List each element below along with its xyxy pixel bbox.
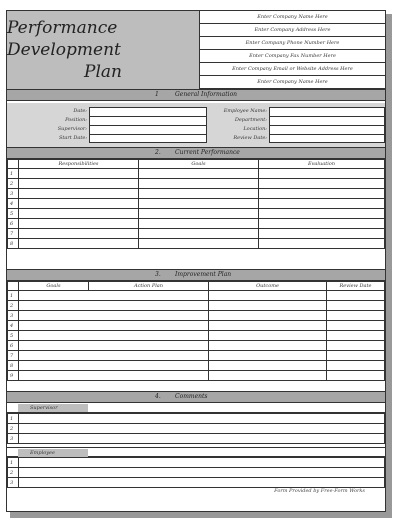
table-row	[8, 199, 385, 209]
table-cell[interactable]	[19, 371, 209, 381]
section-number: 2.	[155, 149, 161, 156]
table-cell[interactable]	[19, 229, 139, 239]
table-cell[interactable]	[209, 291, 327, 301]
section-comments-bar	[7, 391, 385, 403]
start-date-field[interactable]	[89, 134, 207, 143]
section-number: 1	[155, 91, 159, 98]
date-field[interactable]	[89, 107, 207, 116]
table-cell[interactable]	[209, 361, 327, 371]
table-cell[interactable]	[19, 219, 139, 229]
department-label: Department:	[234, 117, 267, 123]
table-cell[interactable]	[259, 169, 385, 179]
table-cell[interactable]	[327, 311, 385, 321]
row-number: 2	[8, 468, 19, 478]
row-number: 7	[8, 229, 19, 239]
table-row	[8, 468, 385, 478]
table-cell[interactable]	[327, 301, 385, 311]
employee-comments-header	[7, 447, 385, 457]
table-cell[interactable]	[19, 189, 139, 199]
company-phone-field[interactable]: Enter Company Phone Number Here	[200, 37, 385, 50]
table-cell[interactable]	[327, 291, 385, 301]
table-cell[interactable]	[19, 239, 139, 249]
review-date-label: Review Date:	[233, 135, 267, 141]
review-date-header: Review Date	[327, 282, 385, 291]
table-cell[interactable]	[209, 351, 327, 361]
employee-comments-label: Employee	[18, 449, 88, 457]
table-cell[interactable]	[19, 361, 209, 371]
row-number: 4	[8, 199, 19, 209]
row-number: 3	[8, 189, 19, 199]
supervisor-comments-table	[7, 413, 385, 444]
table-row	[8, 341, 385, 351]
section-current-bar	[7, 147, 385, 159]
comment-line[interactable]	[19, 468, 385, 478]
company-info	[200, 11, 385, 89]
table-cell[interactable]	[259, 179, 385, 189]
table-row	[8, 478, 385, 488]
goals-header: Goals	[19, 282, 89, 291]
position-label: Position:	[65, 117, 87, 123]
table-cell[interactable]	[19, 321, 209, 331]
section-label: Current Performance	[175, 149, 240, 156]
table-row	[8, 189, 385, 199]
table-cell[interactable]	[259, 209, 385, 219]
table-cell[interactable]	[259, 189, 385, 199]
row-number: 3	[8, 434, 19, 444]
review-date-field[interactable]	[269, 134, 385, 143]
table-cell[interactable]	[19, 199, 139, 209]
employee-name-field[interactable]	[269, 107, 385, 116]
table-cell[interactable]	[19, 341, 209, 351]
table-cell[interactable]	[139, 209, 259, 219]
table-row	[8, 414, 385, 424]
table-cell[interactable]	[19, 331, 209, 341]
table-cell[interactable]	[209, 371, 327, 381]
row-number: 9	[8, 371, 19, 381]
section-label: General Information	[175, 91, 238, 98]
general-info	[7, 103, 385, 147]
row-number: 5	[8, 209, 19, 219]
section-number: 3.	[155, 271, 161, 278]
table-cell[interactable]	[19, 351, 209, 361]
form-footer: Form Provided by Free-Form Works	[274, 488, 365, 494]
table-row	[8, 311, 385, 321]
page-shadow-bottom	[10, 512, 392, 518]
table-cell[interactable]	[327, 361, 385, 371]
row-number: 1	[8, 414, 19, 424]
section-number: 4.	[155, 393, 161, 400]
supervisor-label: Supervisor:	[57, 126, 87, 132]
table-cell[interactable]	[19, 179, 139, 189]
row-number-header	[8, 282, 19, 291]
table-row	[8, 361, 385, 371]
form-page	[6, 10, 386, 512]
table-cell[interactable]	[19, 311, 209, 321]
table-cell[interactable]	[19, 169, 139, 179]
row-number: 8	[8, 361, 19, 371]
table-cell[interactable]	[139, 189, 259, 199]
table-cell[interactable]	[19, 209, 139, 219]
table-cell[interactable]	[139, 229, 259, 239]
employee-comments-table	[7, 457, 385, 488]
table-row	[8, 351, 385, 361]
table-cell[interactable]	[19, 291, 209, 301]
row-number: 7	[8, 351, 19, 361]
form-title-line1: Performance Development	[7, 18, 121, 60]
table-row	[8, 229, 385, 239]
table-cell[interactable]	[139, 239, 259, 249]
company-email-field[interactable]: Enter Company Email or Website Address Here	[200, 63, 385, 76]
section-general-bar	[7, 89, 385, 101]
date-label: Date:	[73, 108, 87, 114]
supervisor-comments-label: Supervisor	[18, 404, 88, 412]
table-cell[interactable]	[209, 331, 327, 341]
department-field[interactable]	[269, 116, 385, 125]
evaluation-header: Evaluation	[259, 160, 385, 169]
location-label: Location:	[243, 126, 267, 132]
table-cell[interactable]	[327, 321, 385, 331]
table-cell[interactable]	[259, 199, 385, 209]
table-row	[8, 321, 385, 331]
table-cell[interactable]	[327, 371, 385, 381]
comment-line[interactable]	[19, 478, 385, 488]
company-address-field[interactable]: Enter Company Address Here	[200, 24, 385, 37]
current-performance-table	[7, 159, 385, 249]
goals-header: Goals	[139, 160, 259, 169]
section-improvement-bar	[7, 269, 385, 281]
section-label: Improvement Plan	[175, 271, 232, 278]
table-cell[interactable]	[327, 351, 385, 361]
general-info-right	[207, 107, 385, 143]
table-row	[8, 434, 385, 444]
table-row	[8, 424, 385, 434]
table-row	[8, 301, 385, 311]
comment-line[interactable]	[19, 424, 385, 434]
outcome-header: Outcome	[209, 282, 327, 291]
supervisor-field[interactable]	[89, 125, 207, 134]
general-info-left	[15, 107, 200, 143]
form-title-line2: Plan	[84, 62, 122, 82]
table-cell[interactable]	[139, 219, 259, 229]
table-cell[interactable]	[209, 301, 327, 311]
table-row	[8, 371, 385, 381]
company-name-field[interactable]: Enter Company Name Here	[200, 11, 385, 24]
table-row	[8, 239, 385, 249]
comment-line[interactable]	[19, 414, 385, 424]
responsibilities-header: Responsibilities	[19, 160, 139, 169]
table-row	[8, 169, 385, 179]
row-number: 5	[8, 331, 19, 341]
table-cell[interactable]	[209, 311, 327, 321]
row-number: 1	[8, 458, 19, 468]
table-cell[interactable]	[259, 239, 385, 249]
row-number: 4	[8, 321, 19, 331]
table-cell[interactable]	[209, 321, 327, 331]
position-field[interactable]	[89, 116, 207, 125]
table-cell[interactable]	[327, 341, 385, 351]
supervisor-comments-header	[7, 403, 385, 413]
table-cell[interactable]	[209, 341, 327, 351]
row-number: 1	[8, 169, 19, 179]
company-fax-field[interactable]: Enter Company Fax Number Here	[200, 50, 385, 63]
table-cell[interactable]	[19, 301, 209, 311]
table-row	[8, 458, 385, 468]
row-number: 1	[8, 291, 19, 301]
form-header	[7, 11, 385, 89]
row-number: 2	[8, 301, 19, 311]
row-number-header	[8, 160, 19, 169]
page-shadow-right	[386, 14, 392, 514]
row-number: 8	[8, 239, 19, 249]
row-number: 3	[8, 311, 19, 321]
employee-name-label: Employee Name:	[223, 108, 267, 114]
action-plan-header: Action Plan	[89, 282, 209, 291]
row-number: 3	[8, 478, 19, 488]
table-row	[8, 291, 385, 301]
improvement-plan-table	[7, 281, 385, 381]
table-row	[8, 209, 385, 219]
table-cell[interactable]	[327, 331, 385, 341]
comment-line[interactable]	[19, 458, 385, 468]
table-row	[8, 219, 385, 229]
comment-line[interactable]	[19, 434, 385, 444]
location-field[interactable]	[269, 125, 385, 134]
row-number: 2	[8, 179, 19, 189]
table-cell[interactable]	[259, 229, 385, 239]
table-cell[interactable]	[259, 219, 385, 229]
table-cell[interactable]	[139, 199, 259, 209]
row-number: 2	[8, 424, 19, 434]
table-cell[interactable]	[139, 179, 259, 189]
row-number: 6	[8, 219, 19, 229]
row-number: 6	[8, 341, 19, 351]
start-date-label: Start Date:	[58, 135, 87, 141]
table-row	[8, 179, 385, 189]
table-cell[interactable]	[139, 169, 259, 179]
title-box	[7, 11, 200, 89]
section-label: Comments	[175, 393, 208, 400]
company-name-field-2[interactable]: Enter Company Name Here	[257, 79, 328, 85]
table-row	[8, 331, 385, 341]
